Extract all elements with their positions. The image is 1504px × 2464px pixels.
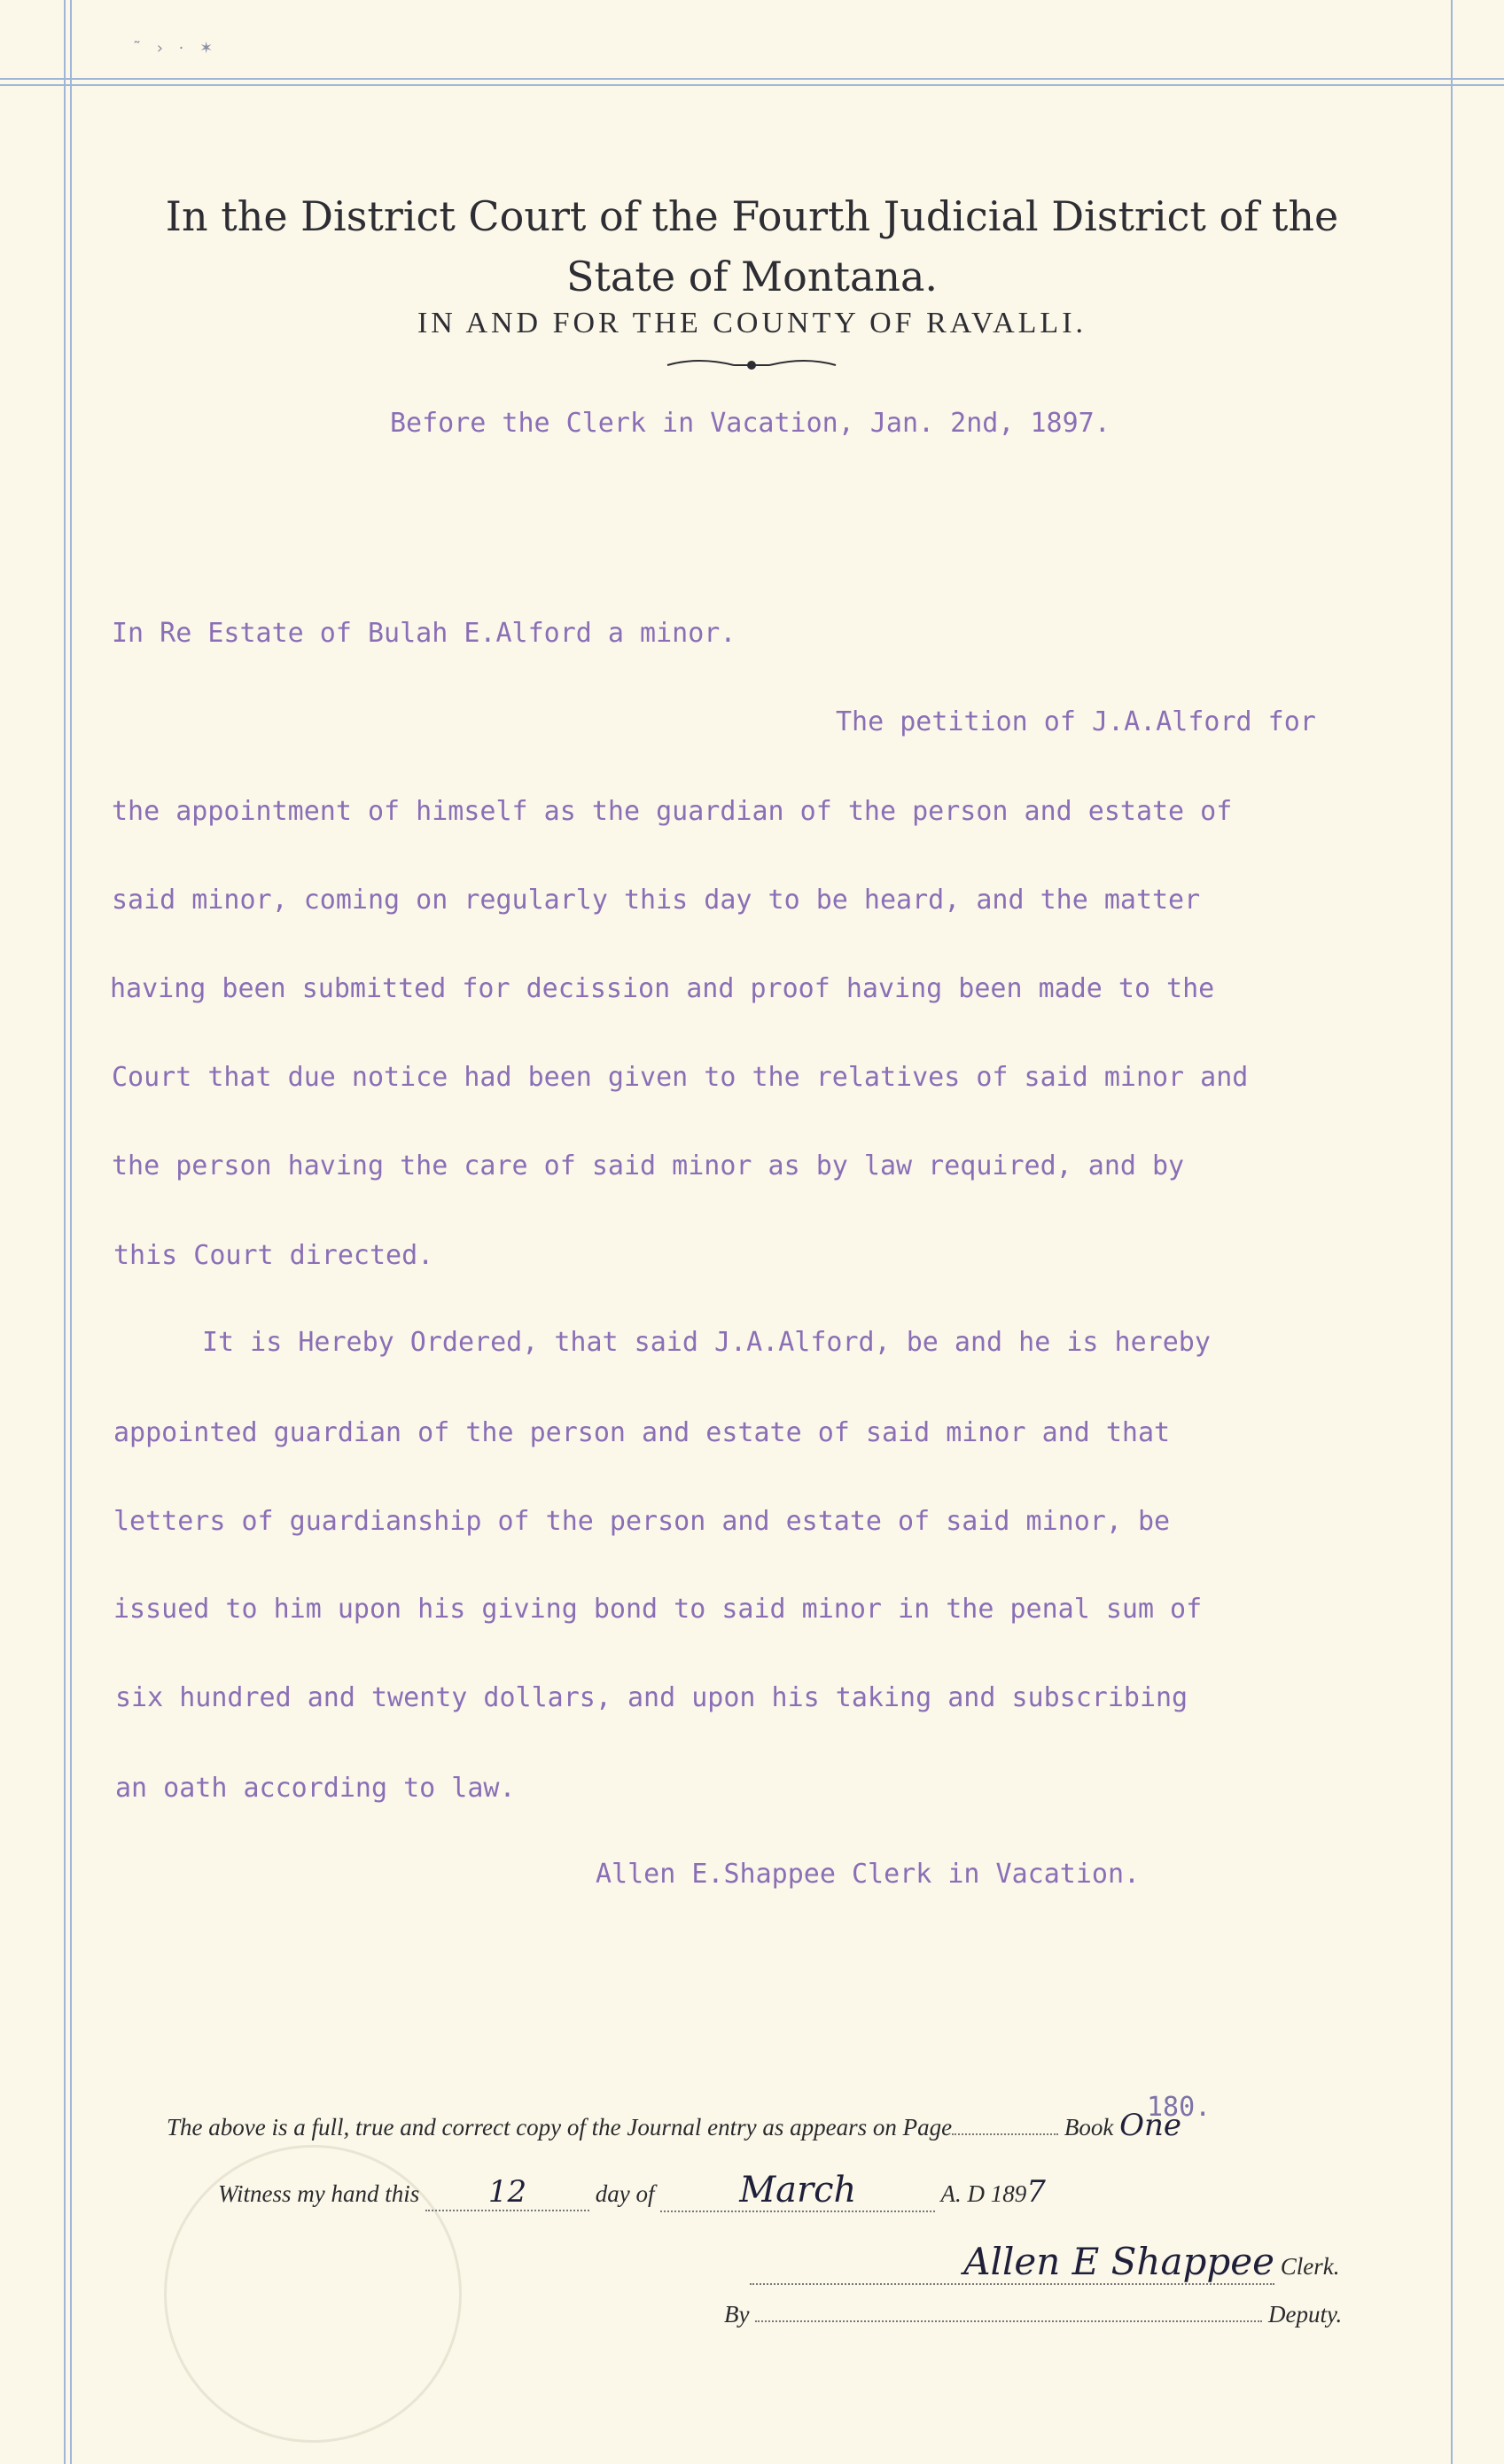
- header-rule-bottom: [0, 84, 1504, 86]
- margin-line-left-outer: [64, 0, 66, 2464]
- body-line-3: said minor, coming on regularly this day to be heard, and the matter: [112, 885, 1201, 916]
- ornament-flourish-icon: [663, 353, 840, 378]
- day-of-label: day of: [595, 2180, 655, 2207]
- order-line-1: It is Hereby Ordered, that said J.A.Alford, be and he is hereby: [202, 1327, 1211, 1358]
- book-label: Book: [1064, 2114, 1114, 2140]
- deputy-label: Deputy.: [1267, 2301, 1343, 2328]
- clerk-line: [750, 2240, 1340, 2285]
- ad-label: A. D 189: [940, 2180, 1027, 2207]
- court-title-line-2: State of Montana.: [565, 253, 939, 300]
- case-caption: In Re Estate of Bulah E.Alford a minor.: [112, 618, 736, 649]
- typed-signature: Allen E.Shappee Clerk in Vacation.: [596, 1859, 1141, 1890]
- order-line-2: appointed guardian of the person and estate of said minor and that: [113, 1417, 1171, 1448]
- margin-line-left-inner: [70, 0, 72, 2464]
- certificate-text: The above is a full, true and correct copy of the Journal entry as appears on Page: [167, 2114, 953, 2140]
- month-handwritten: March: [739, 2170, 857, 2211]
- corner-marks: ˜ › · ✶: [133, 39, 219, 58]
- order-line-3: letters of guardianship of the person and estate of said minor, be: [113, 1506, 1171, 1537]
- order-line-4: issued to him upon his giving bond to said minor in the penal sum of: [113, 1594, 1203, 1625]
- deputy-blank: [755, 2320, 1262, 2322]
- witness-day: 12: [487, 2174, 527, 2210]
- court-title: [0, 186, 1504, 307]
- order-line-5: six hundred and twenty dollars, and upon his taking and subscribing: [115, 1682, 1188, 1713]
- body-line-7: this Court directed.: [113, 1240, 434, 1271]
- certificate-line-1: [167, 2108, 1181, 2143]
- body-line-6: the person having the care of said minor as by law required, and by: [112, 1150, 1185, 1181]
- deputy-line: [724, 2301, 1342, 2328]
- header-rule-top: [0, 78, 1504, 80]
- clerk-signature: Allen E Shappee: [963, 2240, 1274, 2283]
- by-label: By: [724, 2301, 750, 2328]
- book-value: One: [1119, 2108, 1181, 2143]
- body-line-1: The petition of J.A.Alford for: [836, 706, 1316, 737]
- witness-label: Witness my hand this: [218, 2180, 420, 2207]
- page-number-blank: [952, 2133, 1058, 2135]
- page-number-stamp: 180.: [1147, 2092, 1212, 2123]
- body-line-2: the appointment of himself as the guardian of the person and estate of: [112, 796, 1233, 827]
- witness-line: [218, 2170, 1046, 2212]
- margin-line-right: [1451, 0, 1453, 2464]
- order-line-6: an oath according to law.: [115, 1773, 516, 1804]
- county-line: IN AND FOR THE COUNTY OF RAVALLI.: [417, 307, 1087, 339]
- clerk-signature-blank: [750, 2240, 1274, 2285]
- body-line-5: Court that due notice had been given to the relatives of said minor and: [112, 1062, 1249, 1093]
- clerk-label: Clerk.: [1280, 2253, 1340, 2280]
- witness-day-blank: [425, 2174, 589, 2211]
- hearing-line: Before the Clerk in Vacation, Jan. 2nd, 1897.: [390, 408, 1110, 439]
- court-title-line-1: In the District Court of the Fourth Judicial District of the: [165, 192, 1339, 240]
- month-blank: [660, 2170, 935, 2212]
- body-line-4: having been submitted for decission and proof having been made to the: [110, 973, 1215, 1004]
- year-digit: 7: [1026, 2174, 1046, 2210]
